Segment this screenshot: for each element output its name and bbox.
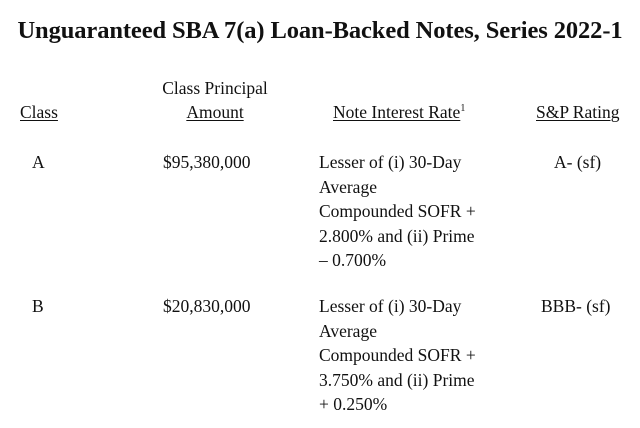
header-rate-footnote: 1 [460, 103, 466, 115]
row-a-principal: $95,380,000 [163, 152, 251, 172]
row-a-class: A [32, 152, 45, 172]
row-a-rate-line: Compounded SOFR + [319, 201, 476, 221]
row-a-rating: A- (sf) [554, 152, 602, 172]
document-title: Unguaranteed SBA 7(a) Loan-Backed Notes, Series 2022-1 [17, 17, 623, 44]
row-b-class: B [32, 296, 44, 316]
row-a-rate-line: – 0.700% [319, 250, 387, 270]
header-principal-line2: Amount [186, 102, 244, 122]
row-b-rate-line: Average [319, 320, 377, 341]
row-b-rate-line: 3.750% and (ii) Prime [319, 369, 475, 390]
row-a-rate [319, 150, 476, 273]
header-rating: S&P Rating [536, 102, 620, 122]
row-a-rate-line: Lesser of (i) 30-Day [319, 152, 462, 172]
header-principal [150, 77, 280, 123]
row-b-rate-line: + 0.250% [319, 394, 388, 414]
header-class: Class [20, 102, 58, 122]
header-principal-line1: Class Principal [162, 78, 268, 98]
row-b-rate-line: Compounded SOFR + [319, 345, 476, 365]
header-rate [333, 101, 465, 123]
row-b-rating: BBB- (sf) [541, 296, 611, 316]
row-b-principal: $20,830,000 [163, 296, 251, 316]
row-a-rate-line: 2.800% and (ii) Prime [319, 225, 475, 246]
row-b-rate-line: Lesser of (i) 30-Day [319, 296, 462, 316]
row-b-rate [319, 294, 476, 417]
header-rate-label: Note Interest Rate [333, 102, 461, 122]
row-a-rate-line: Average [319, 176, 377, 197]
